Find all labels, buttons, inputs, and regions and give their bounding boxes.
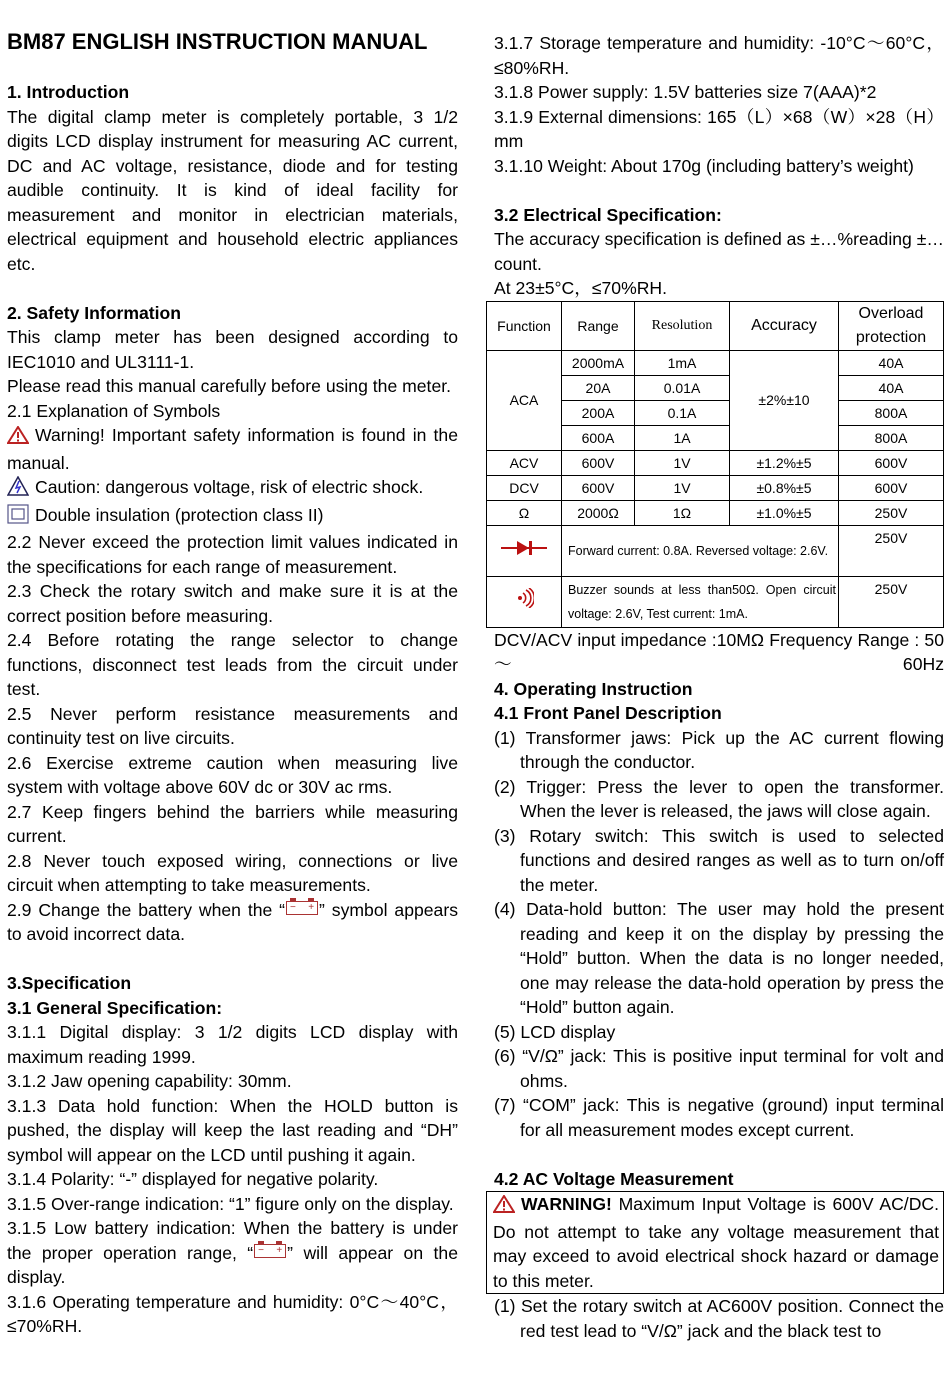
general-spec-heading: 3.1 General Specification: <box>7 997 223 1018</box>
accuracy-cell: ±1.0%±5 <box>730 500 839 525</box>
table-header: Overload protection <box>839 301 944 350</box>
safety-item-2-3: 2.3 Check the rotary switch and make sure it is at the correct position before measuring. <box>7 581 458 626</box>
function-cell <box>487 525 562 576</box>
table-header: Resolution <box>635 301 730 350</box>
protection-cell: 800A <box>839 425 944 450</box>
list-item: (5) LCD display <box>494 1021 616 1042</box>
range-cell: 600V <box>562 475 635 500</box>
function-cell: DCV <box>487 475 562 500</box>
operating-instruction-heading: 4. Operating Instruction <box>494 678 693 699</box>
table-row <box>487 475 944 500</box>
left-column <box>7 80 458 1339</box>
warning-triangle-icon <box>493 1195 515 1220</box>
resolution-cell: 0.1A <box>635 400 730 425</box>
safety-item-2-9 <box>7 898 458 947</box>
function-cell: ACV <box>487 450 562 475</box>
buzzer-icon <box>514 595 534 611</box>
accuracy-cell: ±1.2%±5 <box>730 450 839 475</box>
protection-cell: 250V <box>839 576 944 627</box>
list-item: (6) “V/Ω” jack: This is positive input terminal for volt and ohms. <box>494 1046 944 1091</box>
safety-item-2-5: 2.5 Never perform resistance measurements and continuity test on live circuits. <box>7 703 458 748</box>
symbol-warning-text: Warning! Important safety information is found in the manual. <box>7 425 458 473</box>
safety-item-2-9-end: ” symbol appears to avoid incorrect data. <box>7 899 458 944</box>
list-item: (2) Trigger: Press the lever to open the transformer. When the lever is released, the jaws will close again. <box>494 776 944 821</box>
spec-3-1-5: 3.1.5 Over-range indication: “1” figure only on the display. <box>7 1193 454 1214</box>
accuracy-definition: The accuracy specification is defined as ±…%reading ±…count. <box>494 229 944 274</box>
safety-item-2-6: 2.6 Exercise extreme caution when measuring live system with voltage above 60V dc or 30V ac rms. <box>7 752 458 797</box>
electrical-spec-heading: 3.2 Electrical Specification: <box>494 204 722 225</box>
spec-3-1-9: 3.1.9 External dimensions: 165（L）×68（W）×28（H）mm <box>494 106 944 151</box>
ac-voltage-heading: 4.2 AC Voltage Measurement <box>494 1168 734 1189</box>
table-row <box>487 525 944 576</box>
table-header-row <box>487 301 944 350</box>
protection-cell: 250V <box>839 500 944 525</box>
symbol-caution-row <box>7 475 458 503</box>
page-title: BM87 ENGLISH INSTRUCTION MANUAL <box>7 29 428 54</box>
low-battery-text-end: ” will appear on the display. <box>7 1242 459 1287</box>
front-panel-list <box>494 726 944 1143</box>
range-cell: 600A <box>562 425 635 450</box>
protection-cell: 800A <box>839 400 944 425</box>
section-introduction-heading: 1. Introduction <box>7 82 130 102</box>
list-item: (3) Rotary switch: This switch is used to selected functions and desired ranges as well as to turn on/off the meter. <box>494 825 944 895</box>
table-row <box>487 576 944 627</box>
warning-body: Maximum Input Voltage is 600V AC/DC. Do not attempt to take any voltage measurement that may exceed to avoid electrical shock hazard or damage to this meter. <box>493 1194 939 1291</box>
warning-box <box>486 1191 944 1294</box>
range-cell: 600V <box>562 450 635 475</box>
resolution-cell: 1mA <box>635 350 730 375</box>
accuracy-conditions: At 23±5°C，≤70%RH. <box>494 278 668 298</box>
warning-triangle-icon <box>7 426 29 451</box>
list-item: (7) “COM” jack: This is negative (ground) input terminal for all measurement modes except current. <box>494 1095 944 1140</box>
safety-item-2-4: 2.4 Before rotating the range selector to change functions, disconnect test leads from the circuit under test. <box>7 630 458 699</box>
double-insulation-icon <box>7 504 29 531</box>
battery-icon: − + <box>286 901 318 915</box>
warning-text <box>493 1192 939 1293</box>
impedance-text: DCV/ACV input impedance :10MΩ Frequency Range : 50～60Hz <box>494 629 944 674</box>
diode-description: Forward current: 0.8A. Reversed voltage: 2.6V. <box>562 525 839 576</box>
function-cell: Ω <box>487 500 562 525</box>
safety-text-2: Please read this manual carefully before using the meter. <box>7 376 452 396</box>
function-cell <box>487 576 562 627</box>
safety-text-1: This clamp meter has been designed according to IEC1010 and UL3111-1. <box>7 327 458 372</box>
front-panel-heading: 4.1 Front Panel Description <box>494 703 722 723</box>
spec-3-1-5-low-battery <box>7 1216 458 1290</box>
section-specification-heading: 3.Specification <box>7 973 132 993</box>
symbol-caution-text: Caution: dangerous voltage, risk of electric shock. <box>35 477 424 497</box>
table-row <box>487 450 944 475</box>
safety-item-2-8: 2.8 Never touch exposed wiring, connections or live circuit when attempting to take measurements. <box>7 850 458 895</box>
spec-3-1-6: 3.1.6 Operating temperature and humidity: 0°C～40°C，≤70%RH. <box>7 1291 458 1336</box>
spec-3-1-7: 3.1.7 Storage temperature and humidity: -10°C～60°C，≤80%RH. <box>494 33 944 78</box>
accuracy-cell: ±0.8%±5 <box>730 475 839 500</box>
protection-cell: 600V <box>839 475 944 500</box>
table-header: Range <box>562 301 635 350</box>
low-battery-text-start: 3.1.5 Low battery indication: When the battery is under the proper operation range, “ <box>7 1218 458 1263</box>
resolution-cell: 1A <box>635 425 730 450</box>
range-cell: 20A <box>562 375 635 400</box>
symbol-double-text: Double insulation (protection class II) <box>35 504 324 525</box>
resolution-cell: 1V <box>635 475 730 500</box>
list-item: (1) Set the rotary switch at AC600V position. Connect the red test lead to “V/Ω” jack and the black test to <box>494 1296 944 1341</box>
safety-item-2-2: 2.2 Never exceed the protection limit values indicated in the specifications for each range of measurement. <box>7 532 458 577</box>
symbol-double-row <box>7 503 458 531</box>
section-safety-heading: 2. Safety Information <box>7 302 182 323</box>
table-row <box>487 500 944 525</box>
list-item: (4) Data-hold button: The user may hold the present reading and keep it on the display by pressing the “Hold” button. When the data is no longer needed, one may release the data-hold operation by press the “Hold” button again. <box>494 899 944 1017</box>
accuracy-cell: ±2%±10 <box>730 350 839 450</box>
protection-cell: 250V <box>839 525 944 576</box>
protection-cell: 600V <box>839 450 944 475</box>
range-cell: 2000Ω <box>562 500 635 525</box>
symbol-warning-row <box>7 423 458 475</box>
spec-3-1-2: 3.1.2 Jaw opening capability: 30mm. <box>7 1071 292 1091</box>
range-cell: 2000mA <box>562 350 635 375</box>
spec-3-1-4: 3.1.4 Polarity: “-” displayed for negative polarity. <box>7 1169 379 1189</box>
resolution-cell: 1Ω <box>635 500 730 525</box>
spec-3-1-1: 3.1.1 Digital display: 3 1/2 digits LCD display with maximum reading 1999. <box>7 1022 458 1067</box>
resolution-cell: 1V <box>635 450 730 475</box>
buzzer-description: Buzzer sounds at less than50Ω. Open circuit voltage: 2.6V, Test current: 1mA. <box>562 576 839 627</box>
table-row <box>487 350 944 375</box>
range-cell: 200A <box>562 400 635 425</box>
list-item: (1) Transformer jaws: Pick up the AC current flowing through the conductor. <box>494 727 944 772</box>
spec-3-1-10: 3.1.10 Weight: About 170g (including battery’s weight) <box>494 155 914 176</box>
battery-icon: − + <box>254 1244 286 1258</box>
safety-item-2-9-start: 2.9 Change the battery when the “ <box>7 899 286 920</box>
warning-label: WARNING! <box>521 1194 612 1214</box>
protection-cell: 40A <box>839 350 944 375</box>
introduction-text: The digital clamp meter is completely portable, 3 1/2 digits LCD display instrument for measuring AC current, DC and AC voltage, resistance, diode and for testing audible continuity. It is kind of ideal facility for measurement and monitor in electrician materials, electrical equipment and household electric appliances etc. <box>7 106 458 274</box>
spec-3-1-3: 3.1.3 Data hold function: When the HOLD button is pushed, the display will keep the last reading and “DH” symbol will appear on the LCD until pushing it again. <box>7 1095 458 1165</box>
table-header: Function <box>487 301 562 350</box>
ac-voltage-steps <box>494 1294 944 1343</box>
safety-item-2-7: 2.7 Keep fingers behind the barriers while measuring current. <box>7 801 458 846</box>
protection-cell: 40A <box>839 375 944 400</box>
spec-3-1-8: 3.1.8 Power supply: 1.5V batteries size 7(AAA)*2 <box>494 82 877 102</box>
symbols-heading: 2.1 Explanation of Symbols <box>7 400 221 421</box>
high-voltage-icon <box>7 476 29 503</box>
diode-icon <box>501 543 547 559</box>
electrical-spec-table <box>486 301 944 628</box>
resolution-cell: 0.01A <box>635 375 730 400</box>
function-cell: ACA <box>487 350 562 450</box>
right-column <box>494 31 944 1343</box>
table-header: Accuracy <box>730 301 839 350</box>
